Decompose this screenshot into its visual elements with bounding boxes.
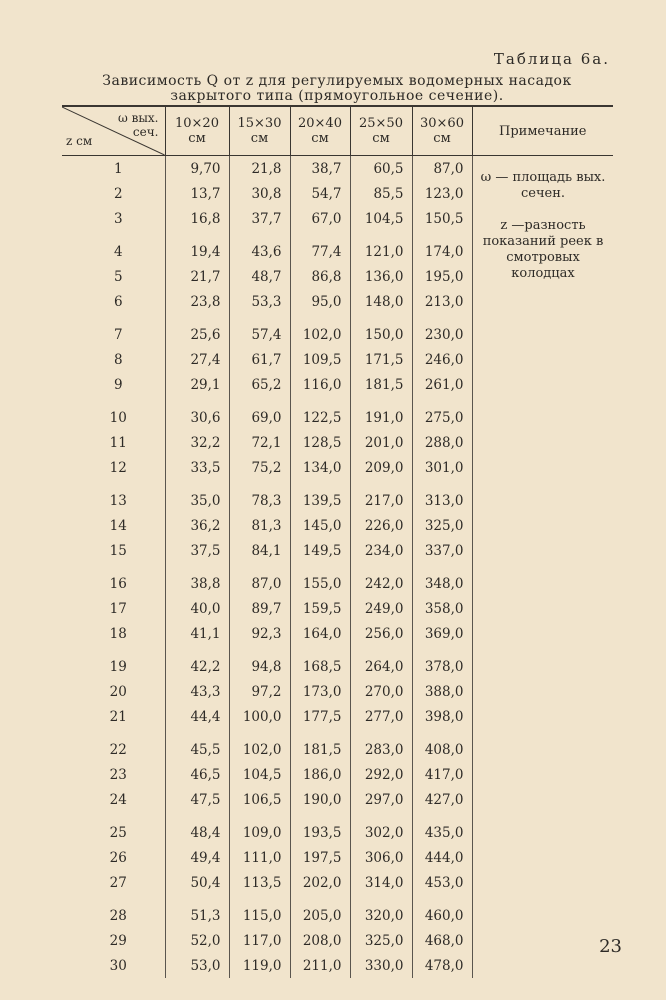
q-value-cell: 313,0 [412, 480, 472, 513]
q-value-cell: 478,0 [412, 953, 472, 978]
table-row [62, 621, 613, 646]
q-value-cell: 302,0 [350, 812, 412, 845]
q-value-cell: 92,3 [229, 621, 290, 646]
q-value-cell: 202,0 [290, 870, 350, 895]
q-value-cell: 67,0 [290, 206, 350, 231]
q-value-cell: 30,8 [229, 181, 290, 206]
q-value-cell: 48,4 [165, 812, 229, 845]
table-row [62, 953, 613, 978]
q-value-cell: 205,0 [290, 895, 350, 928]
q-value-cell: 37,5 [165, 538, 229, 563]
note-cell [472, 895, 613, 928]
header-diagonal-cell [62, 106, 165, 156]
note-cell [472, 928, 613, 953]
q-value-cell: 427,0 [412, 787, 472, 812]
header-unit: см [433, 131, 451, 146]
q-value-cell: 38,7 [290, 156, 350, 182]
q-value-cell: 139,5 [290, 480, 350, 513]
z-value-cell: 23 [109, 766, 127, 783]
note-z: z —разность показаний реек в смотровых колодцах [482, 218, 604, 281]
z-value-cell: 4 [113, 243, 123, 260]
note-cell [472, 372, 613, 397]
header-size: 20×40 [298, 116, 342, 131]
q-value-cell: 148,0 [350, 289, 412, 314]
header-unit: см [372, 131, 390, 146]
q-value-cell: 190,0 [290, 787, 350, 812]
q-value-cell: 89,7 [229, 596, 290, 621]
q-value-cell: 72,1 [229, 430, 290, 455]
header-z: z см [66, 134, 93, 148]
table-row [62, 870, 613, 895]
z-value-cell: 13 [109, 492, 127, 509]
note-cell [472, 762, 613, 787]
q-value-cell: 435,0 [412, 812, 472, 845]
q-value-cell: 84,1 [229, 538, 290, 563]
table-row [62, 314, 613, 347]
q-value-cell: 134,0 [290, 455, 350, 480]
z-value-cell: 25 [109, 824, 127, 841]
table-label: Таблица 6а. [493, 50, 610, 68]
q-value-cell: 264,0 [350, 646, 412, 679]
q-value-cell: 155,0 [290, 563, 350, 596]
note-cell [472, 845, 613, 870]
caption-line-1: Зависимость Q от z для регулируемых водомерных насадок [102, 73, 572, 89]
header-omega [118, 111, 159, 139]
z-value-cell: 14 [109, 517, 127, 534]
q-value-cell: 32,2 [165, 430, 229, 455]
z-value-cell: 15 [109, 542, 127, 559]
z-value-cell: 24 [109, 791, 127, 808]
z-value-cell: 17 [109, 600, 127, 617]
q-value-cell: 113,5 [229, 870, 290, 895]
z-value-cell: 8 [113, 351, 123, 368]
q-value-cell: 164,0 [290, 621, 350, 646]
q-value-cell: 358,0 [412, 596, 472, 621]
q-value-cell: 9,70 [165, 156, 229, 182]
q-value-cell: 201,0 [350, 430, 412, 455]
note-cell [472, 538, 613, 563]
q-value-cell: 348,0 [412, 563, 472, 596]
header-col-5 [412, 106, 472, 156]
note-cell [472, 646, 613, 679]
q-value-cell: 193,5 [290, 812, 350, 845]
q-value-cell: 171,5 [350, 347, 412, 372]
q-value-cell: 191,0 [350, 397, 412, 430]
q-value-cell: 44,4 [165, 704, 229, 729]
q-value-cell: 168,5 [290, 646, 350, 679]
header-omega-line2: сеч. [132, 125, 159, 139]
note-cell [472, 621, 613, 646]
q-value-cell: 369,0 [412, 621, 472, 646]
z-value-cell: 6 [113, 293, 123, 310]
z-value-cell: 7 [113, 326, 123, 343]
table-caption [62, 74, 612, 104]
q-value-cell: 116,0 [290, 372, 350, 397]
q-value-cell: 277,0 [350, 704, 412, 729]
q-value-cell: 460,0 [412, 895, 472, 928]
q-value-cell: 47,5 [165, 787, 229, 812]
q-value-cell: 297,0 [350, 787, 412, 812]
q-value-cell: 51,3 [165, 895, 229, 928]
q-value-cell: 275,0 [412, 397, 472, 430]
q-value-cell: 29,1 [165, 372, 229, 397]
header-unit: см [250, 131, 269, 146]
table-row [62, 812, 613, 845]
note-cell [472, 787, 613, 812]
table-row [62, 596, 613, 621]
q-value-cell: 115,0 [229, 895, 290, 928]
note-cell [472, 455, 613, 480]
z-value-cell: 10 [109, 409, 127, 426]
q-value-cell: 270,0 [350, 679, 412, 704]
q-value-cell: 325,0 [350, 928, 412, 953]
q-value-cell: 249,0 [350, 596, 412, 621]
q-value-cell: 398,0 [412, 704, 472, 729]
table-row [62, 455, 613, 480]
q-value-cell: 104,5 [229, 762, 290, 787]
q-value-cell: 77,4 [290, 231, 350, 264]
q-value-cell: 186,0 [290, 762, 350, 787]
q-value-cell: 43,3 [165, 679, 229, 704]
q-value-cell: 54,7 [290, 181, 350, 206]
q-value-cell: 234,0 [350, 538, 412, 563]
q-value-cell: 213,0 [412, 289, 472, 314]
table-row [62, 646, 613, 679]
q-value-cell: 102,0 [290, 314, 350, 347]
z-value-cell: 21 [109, 708, 127, 725]
q-value-cell: 261,0 [412, 372, 472, 397]
q-value-cell: 159,5 [290, 596, 350, 621]
caption-line-2: закрытого типа (прямоугольное сечение). [170, 88, 504, 104]
q-value-cell: 320,0 [350, 895, 412, 928]
header-omega-line1: ω вых. [118, 111, 159, 125]
q-value-cell: 181,5 [350, 372, 412, 397]
header-size: 15×30 [237, 116, 282, 131]
q-value-cell: 46,5 [165, 762, 229, 787]
q-value-cell: 41,1 [165, 621, 229, 646]
header-unit: см [188, 131, 206, 146]
q-value-cell: 109,5 [290, 347, 350, 372]
q-value-cell: 417,0 [412, 762, 472, 787]
table-row [62, 397, 613, 430]
q-value-cell: 102,0 [229, 729, 290, 762]
q-value-cell: 209,0 [350, 455, 412, 480]
q-value-cell: 145,0 [290, 513, 350, 538]
q-value-cell: 242,0 [350, 563, 412, 596]
q-value-cell: 87,0 [229, 563, 290, 596]
q-value-cell: 226,0 [350, 513, 412, 538]
q-value-cell: 111,0 [229, 845, 290, 870]
z-value-cell: 27 [109, 874, 127, 891]
q-value-cell: 150,0 [350, 314, 412, 347]
q-value-cell: 38,8 [165, 563, 229, 596]
note-cell [472, 679, 613, 704]
q-value-cell: 283,0 [350, 729, 412, 762]
q-value-cell: 453,0 [412, 870, 472, 895]
q-value-cell: 119,0 [229, 953, 290, 978]
q-value-cell: 27,4 [165, 347, 229, 372]
q-value-cell: 246,0 [412, 347, 472, 372]
table-row [62, 480, 613, 513]
z-value-cell: 12 [109, 459, 127, 476]
header-col-2 [229, 106, 290, 156]
q-value-cell: 85,5 [350, 181, 412, 206]
z-value-cell: 29 [109, 932, 127, 949]
note-cell [472, 480, 613, 513]
q-value-cell: 104,5 [350, 206, 412, 231]
q-value-cell: 149,5 [290, 538, 350, 563]
q-value-cell: 61,7 [229, 347, 290, 372]
q-value-cell: 123,0 [412, 181, 472, 206]
q-value-cell: 106,5 [229, 787, 290, 812]
header-col-1 [165, 106, 229, 156]
header-col-3 [290, 106, 350, 156]
table-row [62, 762, 613, 787]
note-cell [472, 563, 613, 596]
q-value-cell: 65,2 [229, 372, 290, 397]
z-value-cell: 5 [113, 268, 123, 285]
table-row [62, 729, 613, 762]
table-row [62, 430, 613, 455]
note-cell [472, 397, 613, 430]
q-value-cell: 86,8 [290, 264, 350, 289]
table-row [62, 895, 613, 928]
q-value-cell: 81,3 [229, 513, 290, 538]
q-value-cell: 211,0 [290, 953, 350, 978]
header-size: 25×50 [359, 116, 403, 131]
q-value-cell: 78,3 [229, 480, 290, 513]
note-cell [472, 430, 613, 455]
note-cell [472, 314, 613, 347]
page-number: 23 [599, 936, 622, 957]
q-value-cell: 35,0 [165, 480, 229, 513]
table-row [62, 787, 613, 812]
q-value-cell: 97,2 [229, 679, 290, 704]
q-value-cell: 21,7 [165, 264, 229, 289]
q-value-cell: 40,0 [165, 596, 229, 621]
table-row [62, 372, 613, 397]
q-value-cell: 49,4 [165, 845, 229, 870]
q-value-cell: 408,0 [412, 729, 472, 762]
q-value-cell: 388,0 [412, 679, 472, 704]
q-value-cell: 36,2 [165, 513, 229, 538]
q-value-cell: 174,0 [412, 231, 472, 264]
q-value-cell: 128,5 [290, 430, 350, 455]
q-value-cell: 378,0 [412, 646, 472, 679]
q-value-cell: 69,0 [229, 397, 290, 430]
q-value-cell: 60,5 [350, 156, 412, 182]
q-value-cell: 43,6 [229, 231, 290, 264]
q-value-cell: 122,5 [290, 397, 350, 430]
q-value-cell: 121,0 [350, 231, 412, 264]
q-value-cell: 33,5 [165, 455, 229, 480]
q-value-cell: 208,0 [290, 928, 350, 953]
z-value-cell: 19 [109, 658, 127, 675]
table-row [62, 845, 613, 870]
table-row [62, 538, 613, 563]
q-value-cell: 314,0 [350, 870, 412, 895]
q-value-cell: 181,5 [290, 729, 350, 762]
z-value-cell: 2 [113, 185, 123, 202]
header-row [62, 106, 613, 156]
z-value-cell: 9 [113, 376, 123, 393]
header-size: 30×60 [420, 116, 464, 131]
q-value-cell: 57,4 [229, 314, 290, 347]
z-value-cell: 11 [109, 434, 127, 451]
q-value-cell: 195,0 [412, 264, 472, 289]
q-value-cell: 337,0 [412, 538, 472, 563]
header-unit: см [311, 131, 329, 146]
z-value-cell: 26 [109, 849, 127, 866]
q-value-cell: 50,4 [165, 870, 229, 895]
table-row [62, 347, 613, 372]
table-row [62, 704, 613, 729]
z-value-cell: 1 [113, 160, 123, 177]
q-value-cell: 95,0 [290, 289, 350, 314]
note-cell [472, 812, 613, 845]
q-value-cell: 292,0 [350, 762, 412, 787]
notes-column [478, 170, 608, 298]
q-value-cell: 150,5 [412, 206, 472, 231]
note-cell [472, 704, 613, 729]
q-value-cell: 325,0 [412, 513, 472, 538]
note-cell [472, 870, 613, 895]
q-value-cell: 117,0 [229, 928, 290, 953]
q-value-cell: 87,0 [412, 156, 472, 182]
header-size: 10×20 [175, 116, 219, 131]
q-value-cell: 25,6 [165, 314, 229, 347]
q-value-cell: 444,0 [412, 845, 472, 870]
q-value-cell: 306,0 [350, 845, 412, 870]
q-value-cell: 30,6 [165, 397, 229, 430]
z-value-cell: 16 [109, 575, 127, 592]
note-cell [472, 953, 613, 978]
table-row [62, 928, 613, 953]
q-value-cell: 173,0 [290, 679, 350, 704]
z-value-cell: 30 [109, 957, 127, 974]
table-row [62, 563, 613, 596]
table-row [62, 679, 613, 704]
q-value-cell: 217,0 [350, 480, 412, 513]
q-value-cell: 13,7 [165, 181, 229, 206]
q-value-cell: 301,0 [412, 455, 472, 480]
q-value-cell: 136,0 [350, 264, 412, 289]
table-row [62, 513, 613, 538]
q-value-cell: 230,0 [412, 314, 472, 347]
z-value-cell: 28 [109, 907, 127, 924]
q-value-cell: 19,4 [165, 231, 229, 264]
q-value-cell: 330,0 [350, 953, 412, 978]
header-col-4 [350, 106, 412, 156]
z-value-cell: 22 [109, 741, 127, 758]
q-value-cell: 177,5 [290, 704, 350, 729]
note-omega: ω — площадь вых. сечен. [480, 170, 606, 201]
q-value-cell: 256,0 [350, 621, 412, 646]
q-value-cell: 75,2 [229, 455, 290, 480]
q-value-cell: 45,5 [165, 729, 229, 762]
q-value-cell: 288,0 [412, 430, 472, 455]
note-cell [472, 729, 613, 762]
q-value-cell: 53,0 [165, 953, 229, 978]
q-value-cell: 197,5 [290, 845, 350, 870]
q-value-cell: 16,8 [165, 206, 229, 231]
q-value-cell: 100,0 [229, 704, 290, 729]
q-value-cell: 109,0 [229, 812, 290, 845]
q-value-cell: 23,8 [165, 289, 229, 314]
q-value-cell: 468,0 [412, 928, 472, 953]
q-value-cell: 94,8 [229, 646, 290, 679]
z-value-cell: 20 [109, 683, 127, 700]
q-value-cell: 42,2 [165, 646, 229, 679]
note-cell [472, 596, 613, 621]
note-cell [472, 347, 613, 372]
note-cell [472, 513, 613, 538]
q-value-cell: 37,7 [229, 206, 290, 231]
q-value-cell: 48,7 [229, 264, 290, 289]
q-value-cell: 53,3 [229, 289, 290, 314]
z-value-cell: 3 [113, 210, 123, 227]
q-value-cell: 52,0 [165, 928, 229, 953]
q-value-cell: 21,8 [229, 156, 290, 182]
z-value-cell: 18 [109, 625, 127, 642]
header-note: Примечание [472, 106, 613, 156]
